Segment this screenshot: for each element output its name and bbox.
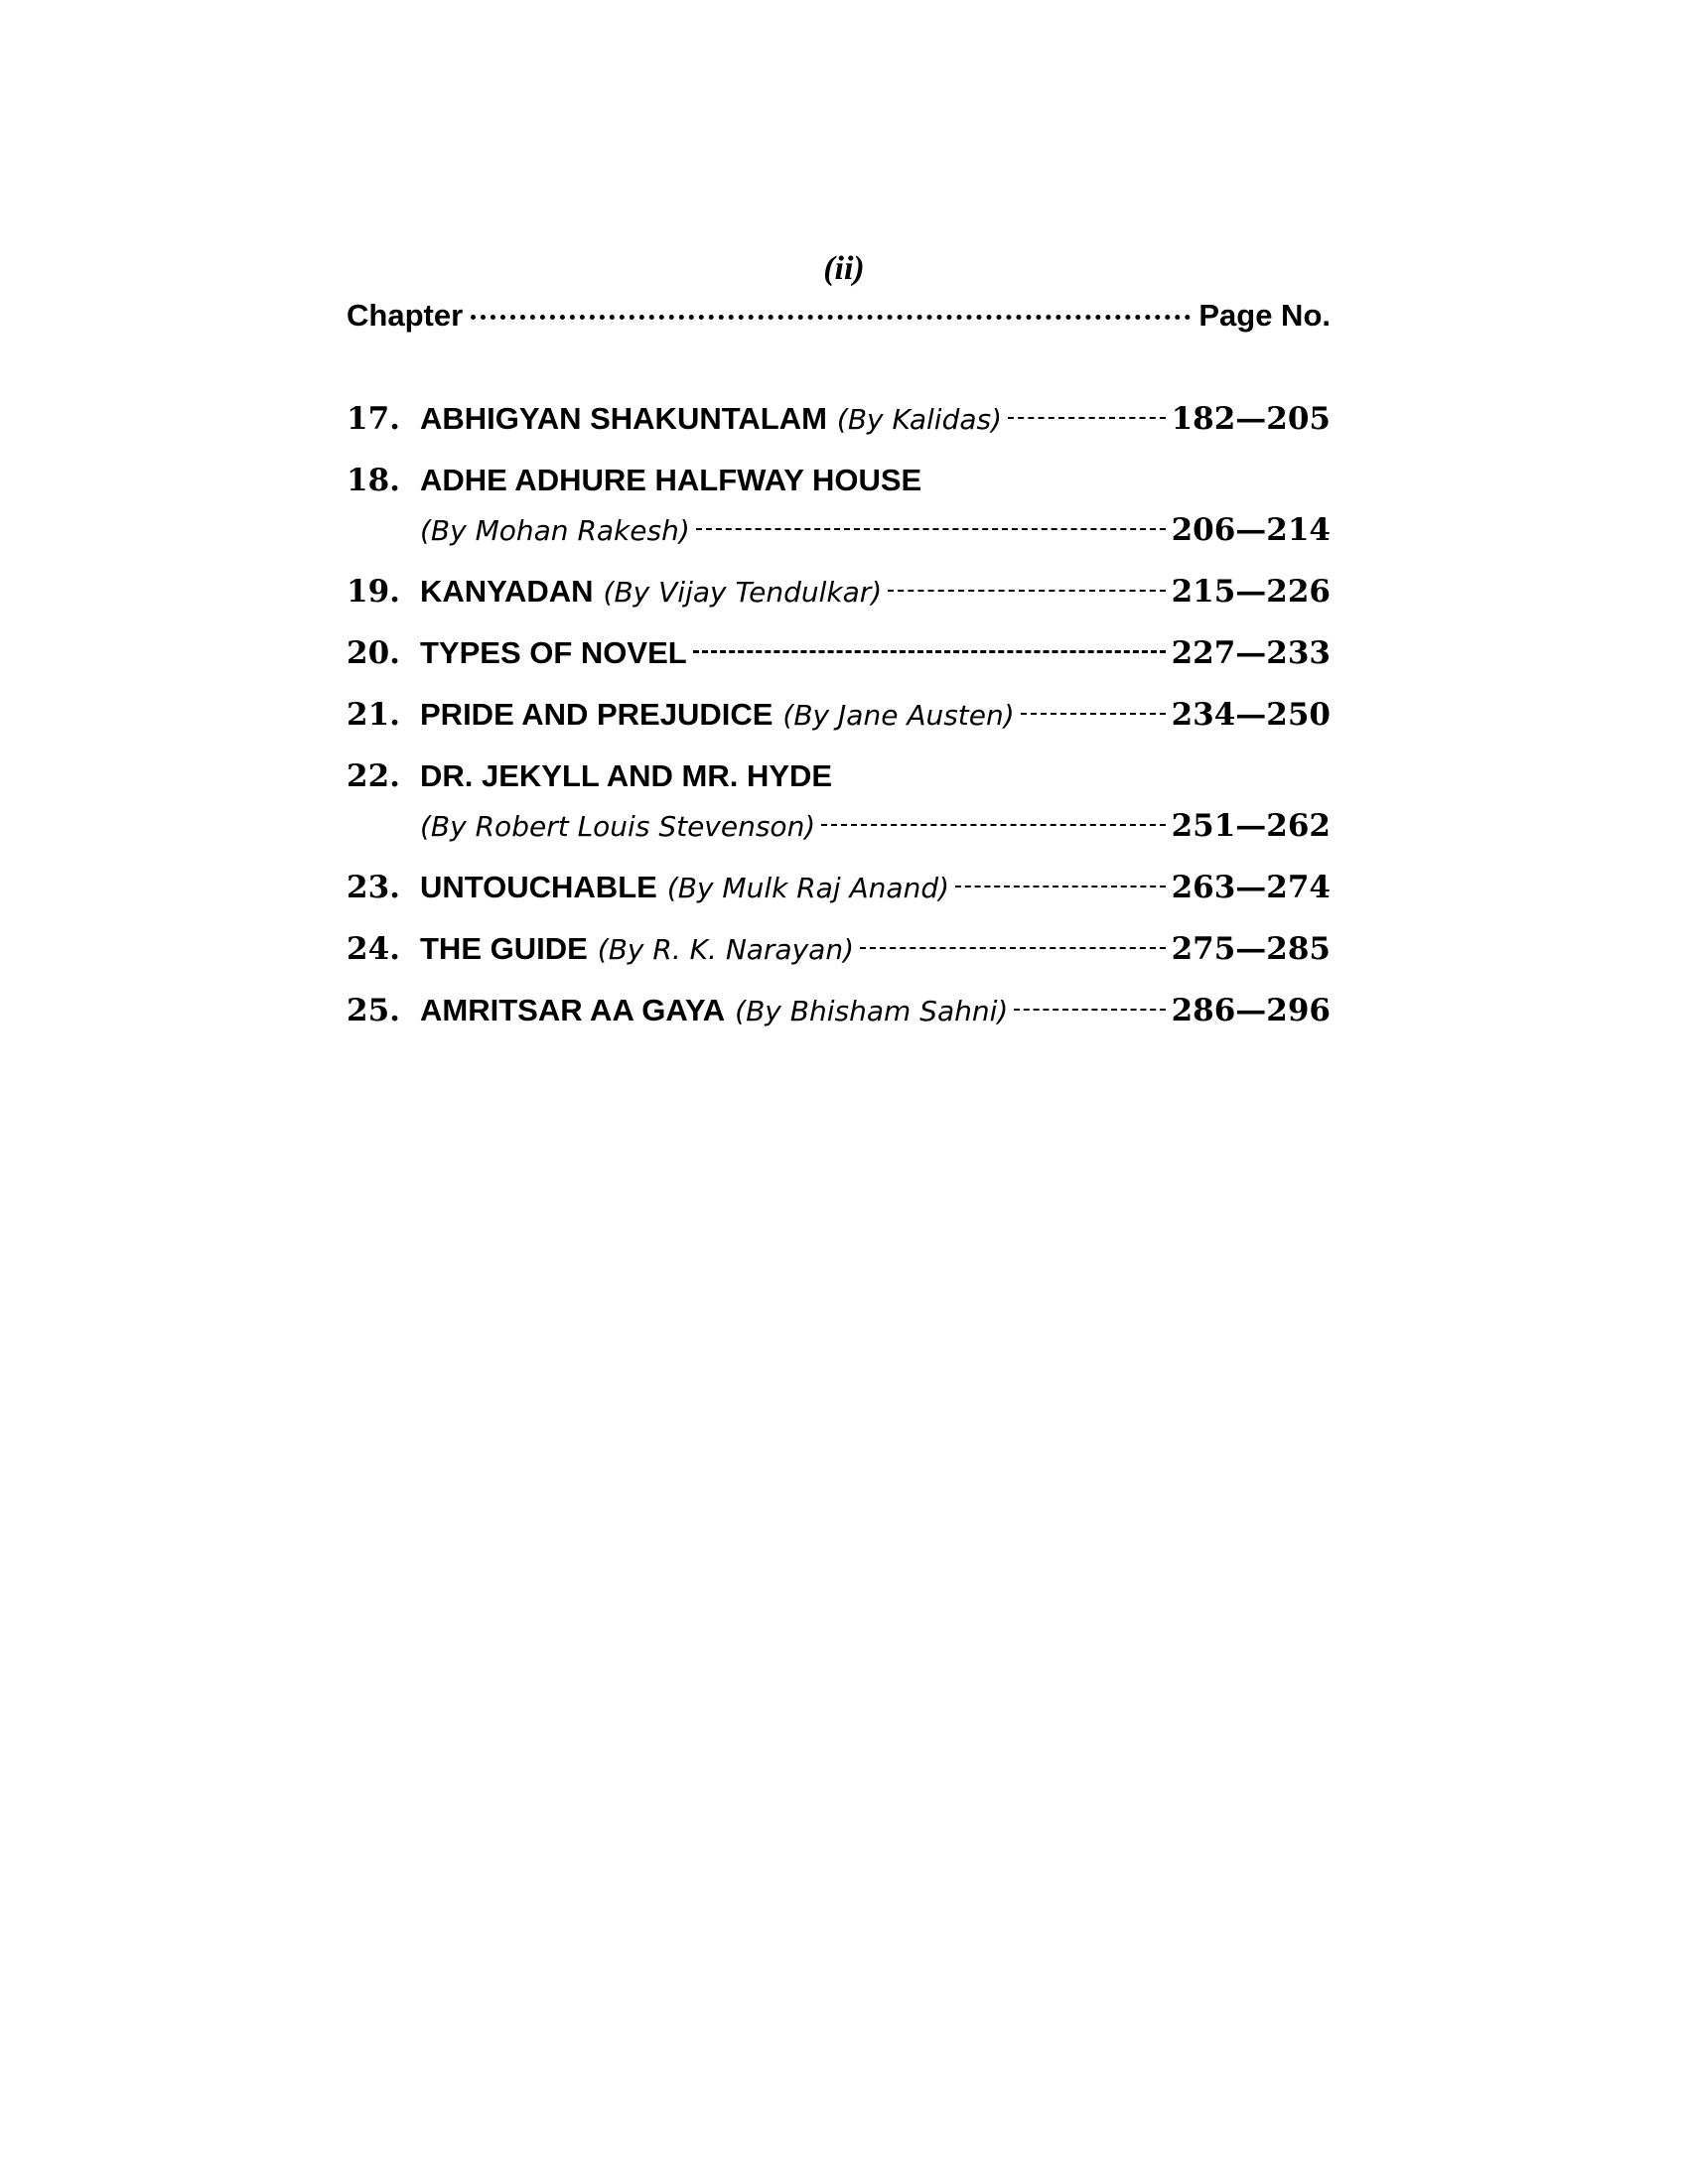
page-range: 263—274 xyxy=(1171,870,1331,905)
chapter-title: THE GUIDE xyxy=(420,931,588,966)
page-range: 215—226 xyxy=(1171,574,1331,610)
toc-entry xyxy=(347,758,1331,854)
chapter-number: 25. xyxy=(347,993,400,1028)
dashed-leader xyxy=(821,824,1165,826)
toc-entry xyxy=(347,931,1331,977)
dotted-leader xyxy=(471,315,1191,320)
toc-entry xyxy=(347,870,1331,915)
chapter-title: TYPES OF NOVEL xyxy=(420,635,687,670)
chapter-number: 22. xyxy=(347,758,400,794)
page-range: 275—285 xyxy=(1171,931,1331,967)
page-range: 227—233 xyxy=(1171,635,1331,671)
toc-header xyxy=(347,298,1331,351)
chapter-title: ABHIGYAN SHAKUNTALAM xyxy=(420,401,827,436)
toc-entry xyxy=(347,635,1331,681)
chapter-number: 19. xyxy=(347,574,400,610)
dashed-leader xyxy=(693,650,1166,653)
page-range: 206—214 xyxy=(1171,512,1331,548)
dashed-leader xyxy=(955,886,1166,887)
page-range: 182—205 xyxy=(1171,401,1331,437)
chapter-number: 24. xyxy=(347,931,400,967)
chapter-author: (By Robert Louis Stevenson) xyxy=(420,810,816,843)
chapter-author: (By Kalidas) xyxy=(836,403,1003,436)
dashed-leader xyxy=(860,947,1166,949)
table-of-contents xyxy=(347,298,1331,1038)
chapter-title: UNTOUCHABLE xyxy=(420,870,657,904)
chapter-number: 17. xyxy=(347,401,400,437)
dashed-leader xyxy=(888,590,1165,592)
chapter-label: Chapter xyxy=(347,298,464,333)
page-range: 234—250 xyxy=(1171,697,1331,733)
dashed-leader xyxy=(1021,713,1166,715)
dashed-leader xyxy=(1008,417,1166,419)
chapter-author: (By Jane Austen) xyxy=(782,699,1015,732)
dashed-leader xyxy=(1014,1009,1165,1011)
chapter-title: KANYADAN xyxy=(420,574,594,609)
toc-entry xyxy=(347,401,1331,447)
toc-entry xyxy=(347,463,1331,558)
toc-entry xyxy=(347,993,1331,1038)
chapter-number: 18. xyxy=(347,463,400,498)
toc-entry xyxy=(347,574,1331,619)
chapter-author: (By Mohan Rakesh) xyxy=(420,514,690,547)
chapter-title: PRIDE AND PREJUDICE xyxy=(420,697,774,732)
dashed-leader xyxy=(696,528,1166,530)
page-range: 251—262 xyxy=(1171,808,1331,844)
page-no-label: Page No. xyxy=(1198,298,1331,333)
chapter-author: (By Bhisham Sahni) xyxy=(735,995,1009,1027)
chapter-number: 20. xyxy=(347,635,400,671)
chapter-author: (By Vijay Tendulkar) xyxy=(603,576,883,609)
chapter-number: 21. xyxy=(347,697,400,733)
toc-entry xyxy=(347,697,1331,743)
chapter-author: (By R. K. Narayan) xyxy=(597,933,854,966)
chapter-author: (By Mulk Raj Anand) xyxy=(666,872,950,904)
page-range: 286—296 xyxy=(1171,993,1331,1028)
chapter-title: ADHE ADHURE HALFWAY HOUSE xyxy=(420,463,922,497)
page-number: (ii) xyxy=(823,250,865,287)
chapter-title: AMRITSAR AA GAYA xyxy=(420,993,726,1027)
chapter-title: DR. JEKYLL AND MR. HYDE xyxy=(420,758,833,793)
chapter-number: 23. xyxy=(347,870,400,905)
